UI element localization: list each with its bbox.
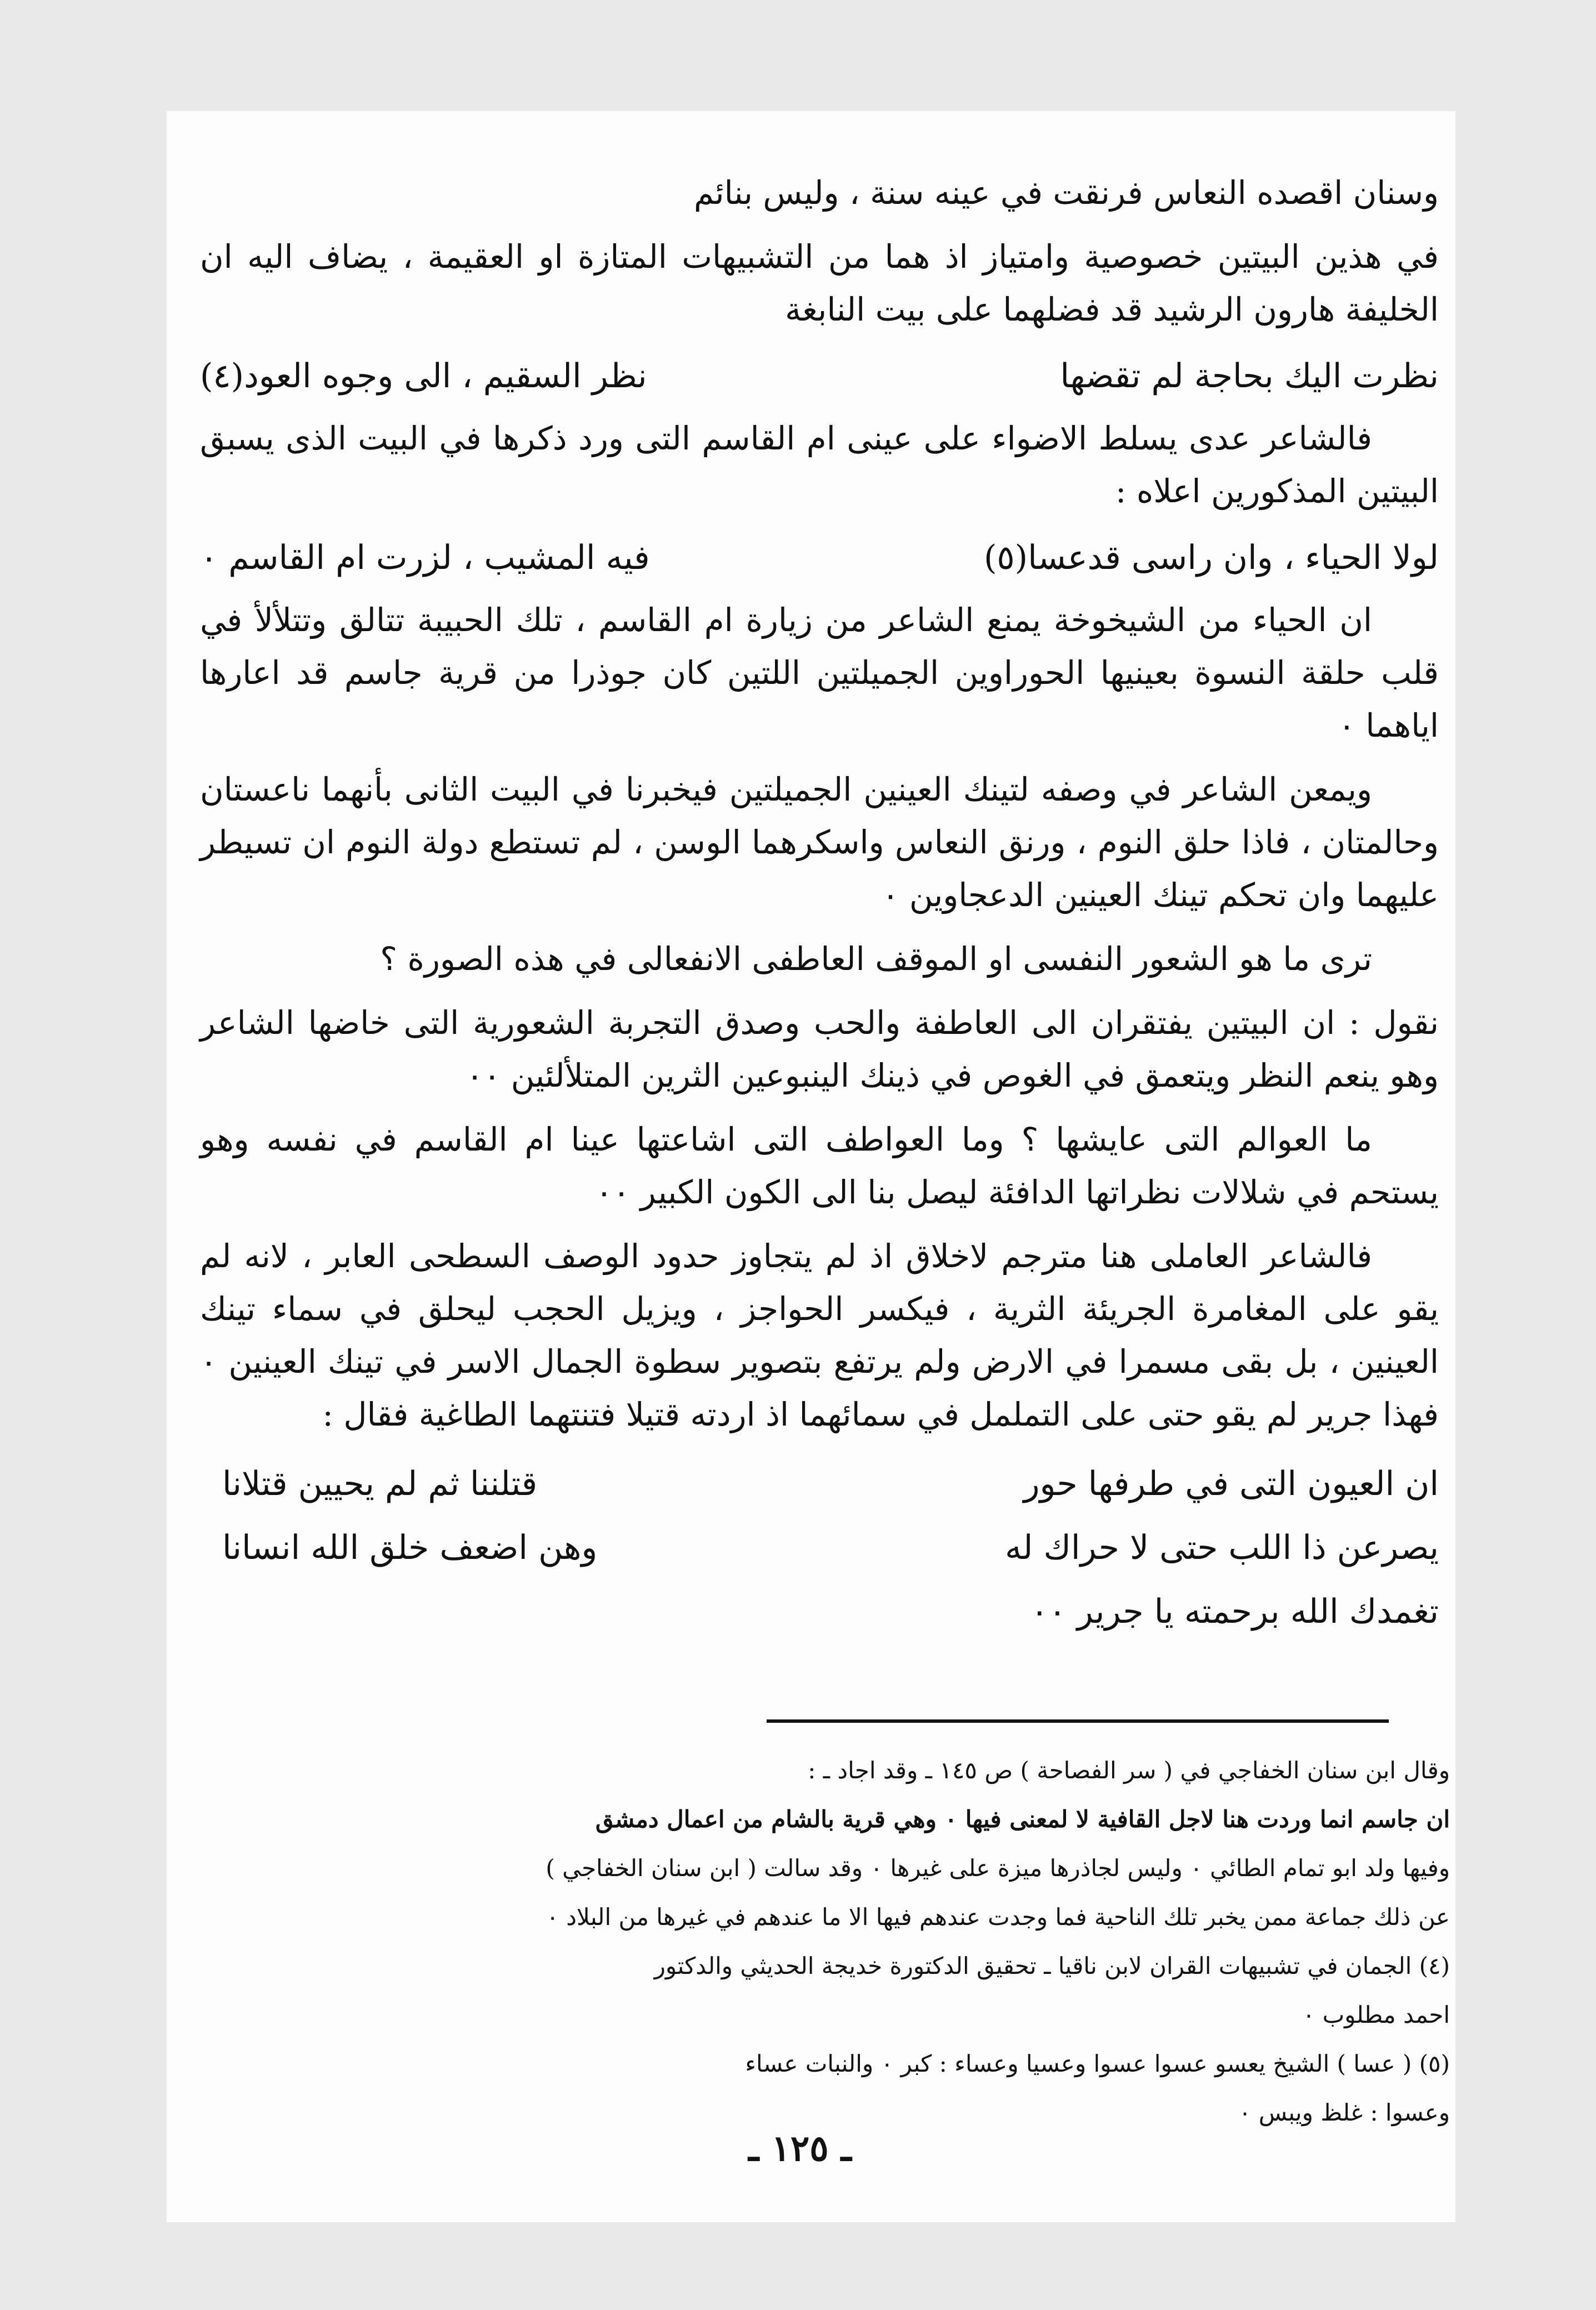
footnote-4: (٤) الجمان في تشبيهات القران لابن ناقيا ـ تحقيق الدكتورة خديجة الحديثي والدكتور	[654, 1952, 1450, 1979]
poem-hemistich-first: يصرعن ذا اللب حتى لا حراك له	[1004, 1528, 1439, 1567]
paragraph-6: نقول : ان البيتين يفتقران الى العاطفة والحب وصدق التجربة الشعورية التى خاضها الشاعر وهو ينعم النظر ويتعمق في الغوص في ذينك الينبوعين الثرين المتلألئين ٠٠	[200, 1004, 1439, 1094]
footnotes	[206, 1750, 1450, 2141]
footnote-line: عن ذلك جماعة ممن يخبر تلك الناحية فما وجدت عندهم فيها الا ما عندهم في غيرها من البلاد ٠	[546, 1903, 1450, 1931]
verse-hemistich-second: فيه المشيب ، لزرت ام القاسم ٠	[200, 538, 650, 577]
footnote-divider	[767, 1719, 1389, 1723]
opening-line: وسنان اقصده النعاس فرنقت في عينه سنة ، وليس بنائم	[693, 174, 1439, 212]
page-body	[200, 167, 1439, 1655]
poem-closing-line: تغمدك الله برحمته يا جرير ٠٠	[1030, 1592, 1439, 1631]
poem-hemistich-second: وهن اضعف خلق الله انسانا	[222, 1528, 598, 1567]
poem-row	[200, 1516, 1439, 1580]
paragraph-2: فالشاعر عدى يسلط الاضواء على عينى ام القاسم التى ورد ذكرها في البيت الذى يسبق البيتين المذكورين اعلاه :	[200, 419, 1439, 510]
paragraph-1: في هذين البيتين خصوصية وامتياز اذ هما من التشبيهات المتازة او العقيمة ، يضاف اليه ان الخليفة هارون الرشيد قد فضلهما على بيت النابغة	[200, 238, 1439, 328]
verse-nabigha	[200, 347, 1439, 406]
verse-hemistich-second: نظر السقيم ، الى وجوه العود(٤)	[200, 357, 647, 396]
poem-jarir	[200, 1452, 1439, 1644]
footnote-5: (٥) ( عسا ) الشيخ يعسو عسوا عسوا وعسيا وعساء : كبر ٠ والنبات عساء	[745, 2050, 1450, 2077]
footnote-line: وقال ابن سنان الخفاجي في ( سر الفصاحة ) ص ١٤٥ ـ وقد اجاد ـ :	[808, 1757, 1450, 1784]
paragraph-7: ما العوالم التى عايشها ؟ وما العواطف التى اشاعتها عينا ام القاسم في نفسه وهو يستحم في شلالات نظراتها الدافئة ليصل بنا الى الكون الكبير ٠٠	[200, 1121, 1439, 1211]
poem-hemistich-second: قتلننا ثم لم يحيين قتلانا	[222, 1464, 538, 1503]
verse-hemistich-first: نظرت اليك بحاجة لم تقضها	[1060, 357, 1439, 396]
poem-row	[200, 1452, 1439, 1516]
poem-hemistich-first: ان العيون التى في طرفها حور	[1023, 1464, 1439, 1503]
footnote-line: وعسوا : غلظ ويبس ٠	[1238, 2099, 1450, 2126]
verse-umm-qasim	[200, 529, 1439, 587]
poem-row	[200, 1580, 1439, 1644]
footnote-line: وفيها ولد ابو تمام الطائي ٠ وليس لجاذرها ميزة على غيرها ٠ وقد سالت ( ابن سنان الخفاجي )	[546, 1854, 1450, 1882]
verse-hemistich-first: لولا الحياء ، وان راسى قدعسا(٥)	[984, 538, 1439, 577]
footnote-line: ان جاسم انما وردت هنا لاجل القافية لا لمعنى فيها ٠ وهي قرية بالشام من اعمال دمشق	[595, 1806, 1450, 1833]
paragraph-4: ويمعن الشاعر في وصفه لتينك العينين الجميلتين فيخبرنا في البيت الثانى بأنهما ناعستان وحالمتان ، فاذا حلق النوم ، ورنق النعاس واسكرهما الوسن ، لم تستطع دولة النوم ان تسيطر عليهما وان تحكم تينك العينين الدعجاوين ٠	[200, 771, 1439, 914]
paragraph-5: ترى ما هو الشعور النفسى او الموقف العاطفى الانفعالى في هذه الصورة ؟	[380, 940, 1372, 978]
footnote-line: احمد مطلوب ٠	[1302, 2001, 1450, 2028]
paragraph-3: ان الحياء من الشيخوخة يمنع الشاعر من زيارة ام القاسم ، تلك الحبيبة تتالق وتتلألأ في قلب حلقة النسوة بعينيها الحوراوين الجميلتين اللتين كان جوذرا من قرية جاسم قد اعارها اياهما ٠	[200, 601, 1439, 744]
page-number: ـ ١٢٥ ـ	[748, 2128, 852, 2169]
paragraph-8: فالشاعر العاملى هنا مترجم لاخلاق اذ لم يتجاوز حدود الوصف السطحى العابر ، لانه لم يقو على المغامرة الجريئة الثرية ، فيكسر الحواجز ، ويزيل الحجب ليحلق في سماء تينك العينين ، بل بقى مسمرا في الارض ولم يرتفع بتصوير سطوة الجمال الاسر في تينك العينين ٠ فهذا جرير لم يقو حتى على التململ في سمائهما اذ اردته قتيلا فتنتهما الطاغية فقال :	[200, 1237, 1439, 1433]
